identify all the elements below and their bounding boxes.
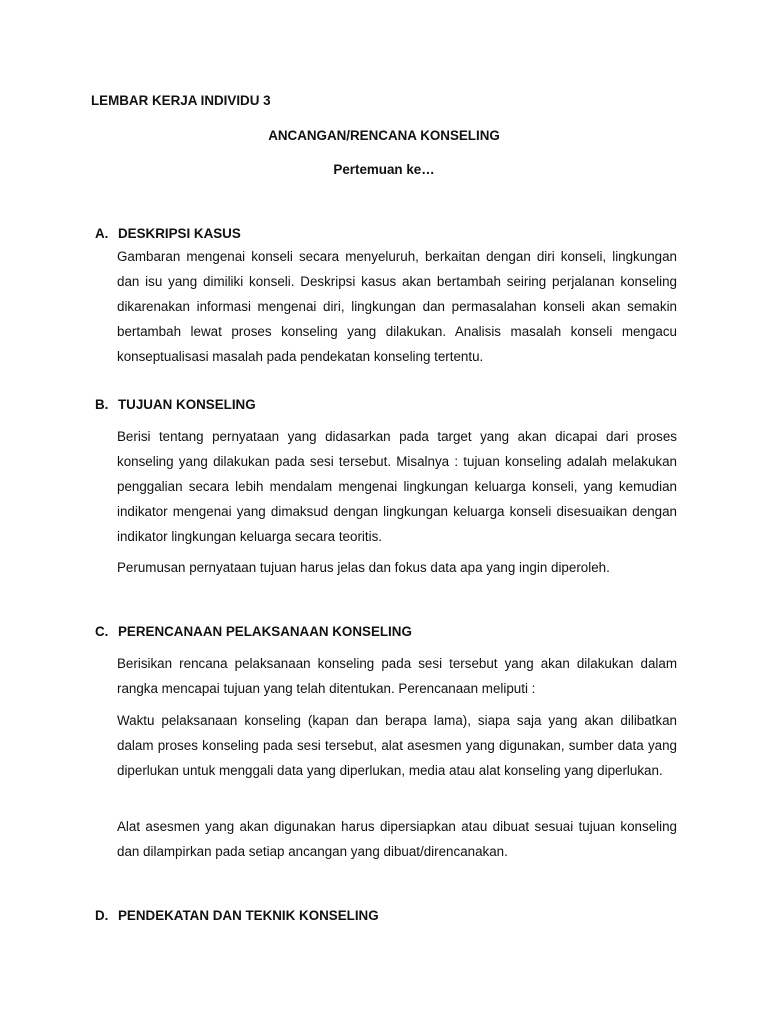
section-title: DESKRIPSI KASUS [118, 226, 241, 241]
section-a-heading [95, 226, 241, 241]
main-title: ANCANGAN/RENCANA KONSELING [268, 128, 500, 143]
section-letter: A. [95, 226, 109, 241]
section-b-heading [95, 397, 256, 412]
section-a-paragraph-1: Gambaran mengenai konseli secara menyeluruh, berkaitan dengan diri konseli, lingkungan dan isu yang dimiliki konseli. Deskripsi kasus akan bertambah seiring perjalanan konseling dikarenakan informasi mengenai diri, lingkungan dan permasalahan konseli akan semakin bertambah lewat proses konseling yang dilakukan. Analisis masalah konseli mengacu konseptualisasi masalah pada pendekatan konseling tertentu. [117, 249, 677, 364]
section-c-paragraph-2: Waktu pelaksanaan konseling (kapan dan berapa lama), siapa saja yang akan dilibatkan dalam proses konseling pada sesi tersebut, alat asesmen yang digunakan, sumber data yang diperlukan untuk menggali data yang diperlukan, media atau alat konseling yang diperlukan. [117, 713, 677, 778]
section-b-paragraph-1: Berisi tentang pernyataan yang didasarkan pada target yang akan dicapai dari proses konseling yang dilakukan pada sesi tersebut. Misalnya : tujuan konseling adalah melakukan penggalian secara lebih mendalam mengenai lingkungan keluarga konseli, yang kemudian indikator mengenai yang dimaksud dengan lingkungan keluarga konseli disesuaikan dengan indikator lingkungan keluarga secara teoritis. [117, 429, 677, 544]
meeting-subtitle: Pertemuan ke… [333, 162, 435, 177]
section-d-heading [95, 908, 379, 923]
section-b-paragraph-2: Perumusan pernyataan tujuan harus jelas dan fokus data apa yang ingin diperoleh. [117, 560, 610, 575]
section-letter: B. [95, 397, 109, 412]
section-c-paragraph-1: Berisikan rencana pelaksanaan konseling pada sesi tersebut yang akan dilakukan dalam rangka mencapai tujuan yang telah ditentukan. Perencanaan meliputi : [117, 656, 677, 696]
worksheet-title: LEMBAR KERJA INDIVIDU 3 [91, 93, 271, 108]
section-title: PENDEKATAN DAN TEKNIK KONSELING [118, 908, 379, 923]
section-title: PERENCANAAN PELAKSANAAN KONSELING [118, 624, 412, 639]
section-c-heading [95, 624, 412, 639]
section-letter: D. [95, 908, 109, 923]
section-c-paragraph-3: Alat asesmen yang akan digunakan harus dipersiapkan atau dibuat sesuai tujuan konseling dan dilampirkan pada setiap ancangan yang dibuat/direncanakan. [117, 819, 677, 859]
section-letter: C. [95, 624, 109, 639]
section-title: TUJUAN KONSELING [118, 397, 256, 412]
